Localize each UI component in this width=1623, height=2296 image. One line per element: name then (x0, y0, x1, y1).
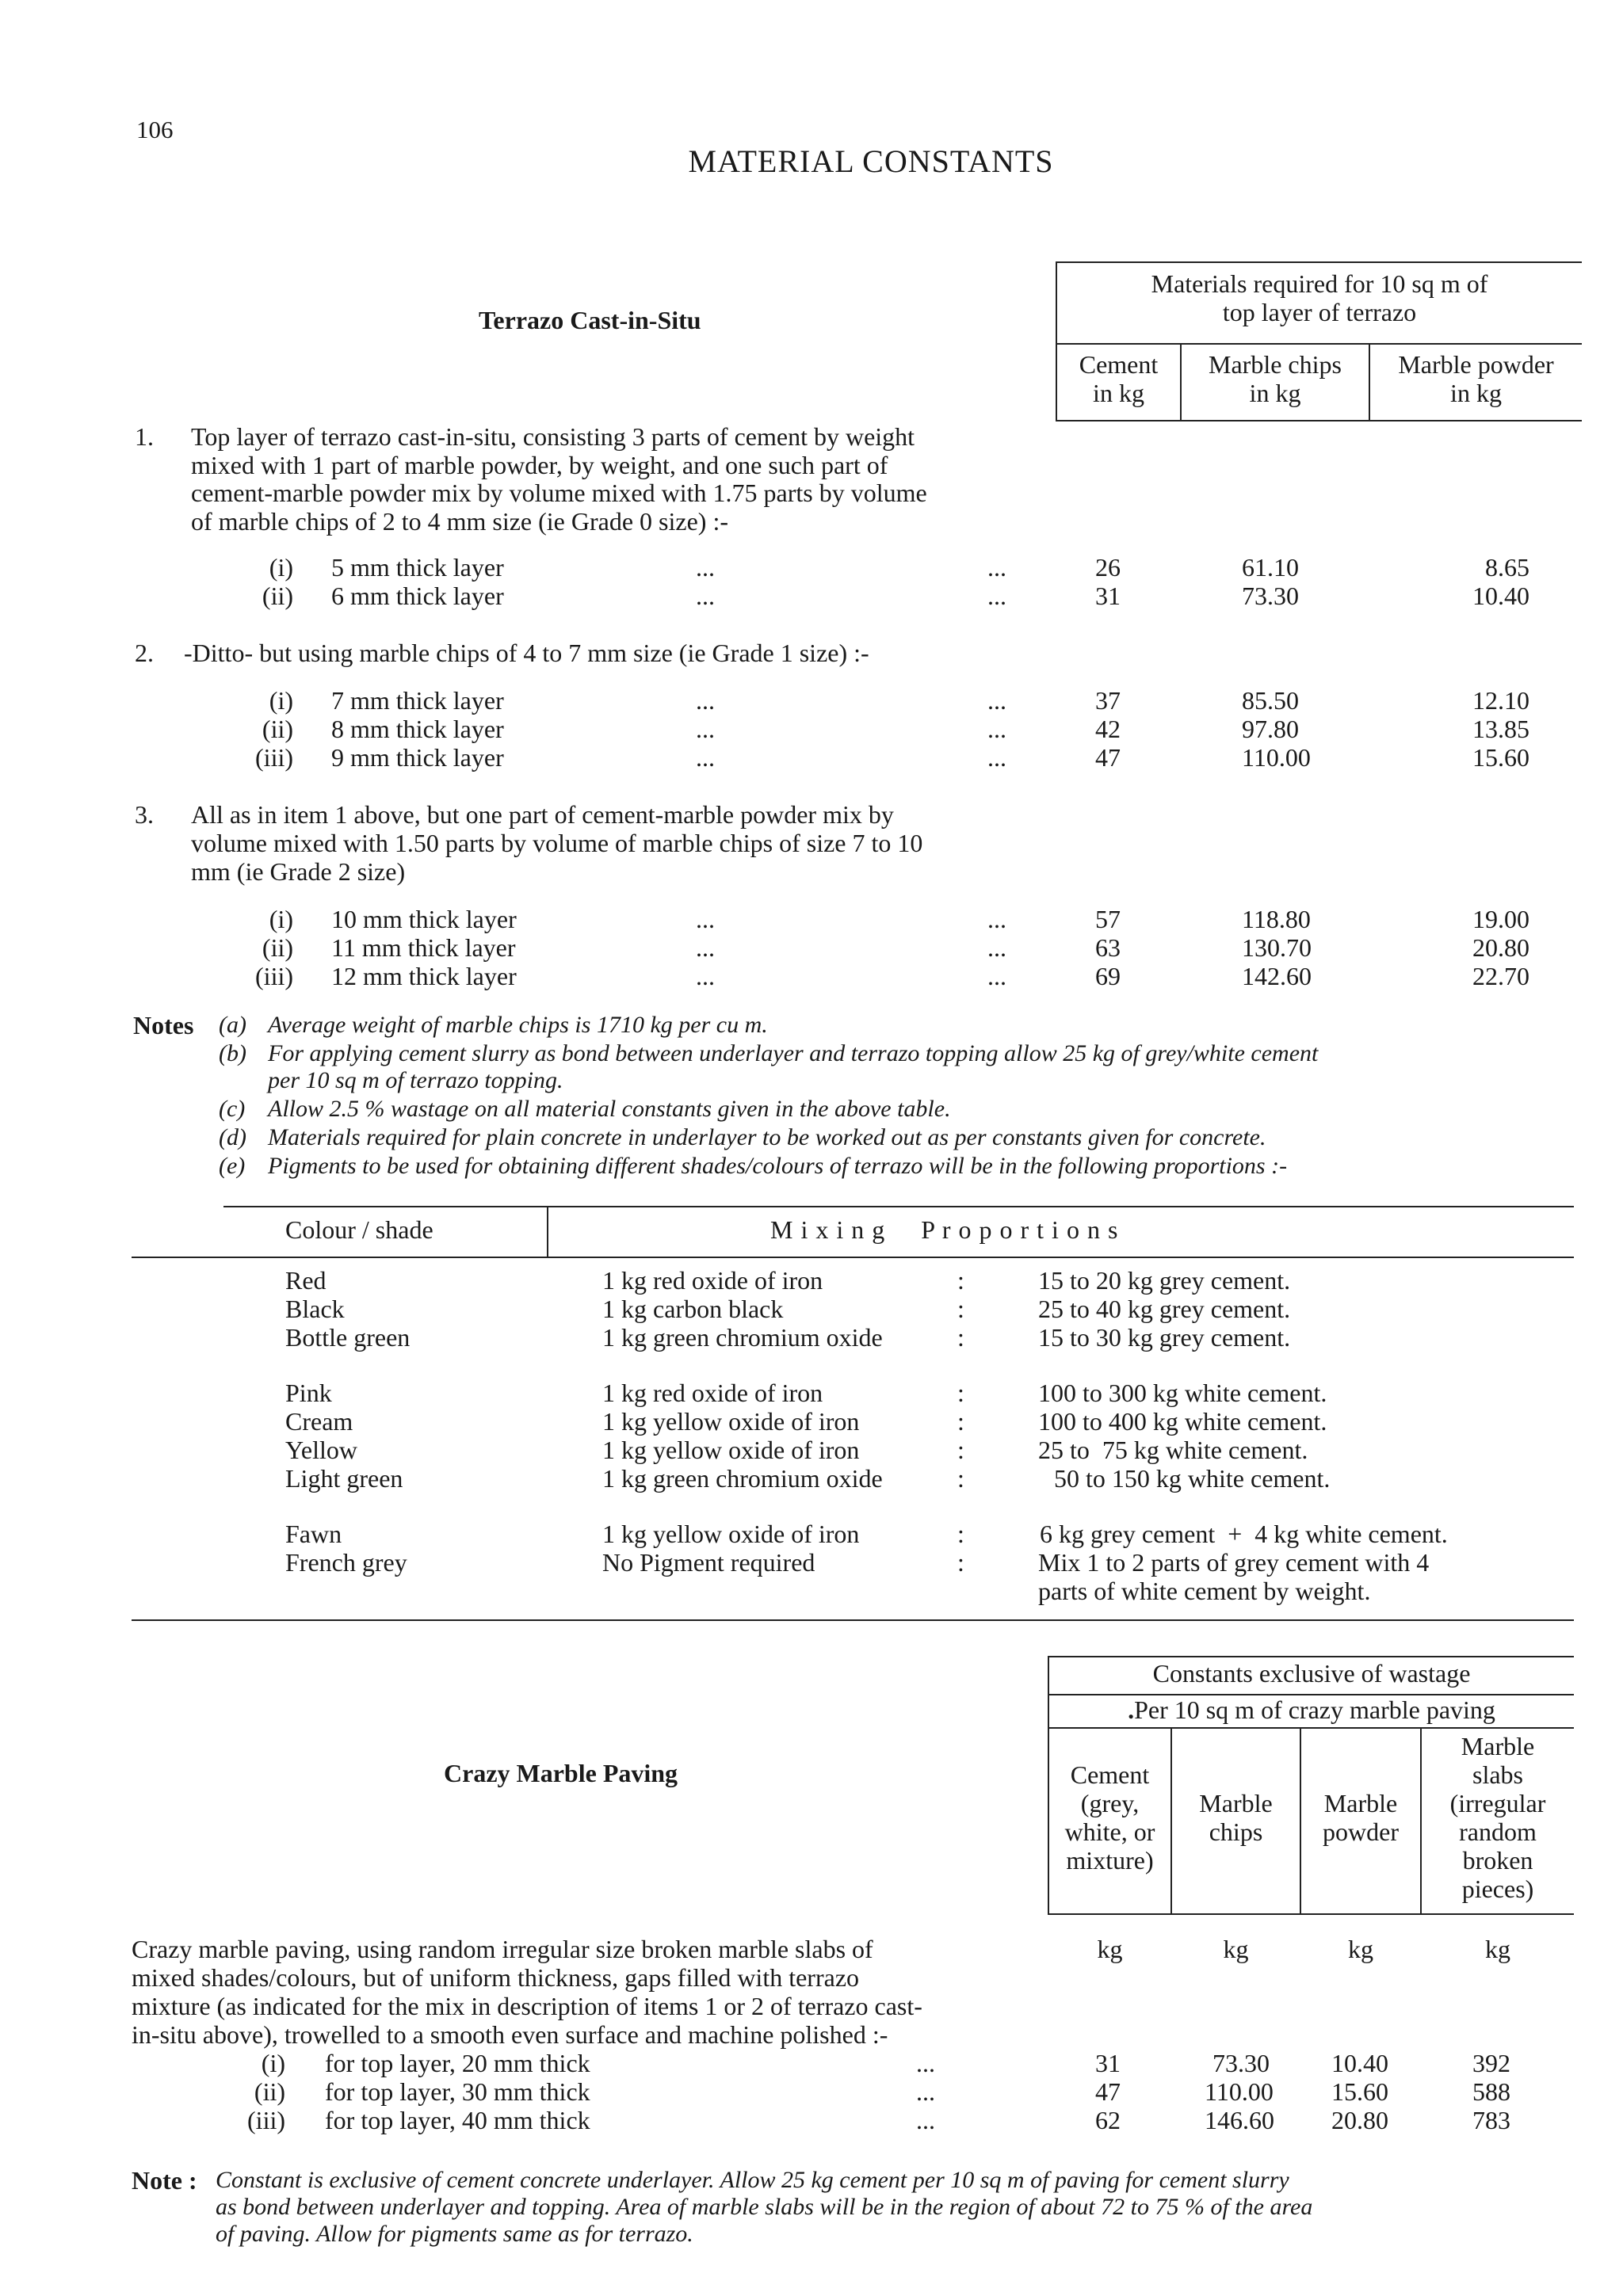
item-number: 2. (135, 639, 154, 667)
leader-dots: ... (696, 962, 715, 990)
table-row (0, 1548, 1623, 1577)
pigment: 1 kg green chromium oxide (602, 1464, 883, 1493)
table-row (0, 1379, 1623, 1407)
crazy-units-row (0, 1935, 1623, 1963)
note-text: as bond between underlayer and topping. Area of marble slabs will be in the region of about 72 to 75 % of the area (216, 2194, 1313, 2220)
proportion: 50 to 150 kg white cement. (1054, 1464, 1331, 1493)
table-row (0, 2106, 1623, 2134)
colour-name: Light green (285, 1464, 403, 1493)
table-row (0, 1577, 1623, 1605)
bullet-dot: . (1128, 1695, 1135, 1724)
item-number: 3. (135, 800, 154, 829)
cement-value: 31 (1095, 582, 1121, 610)
colour-header: Colour / shade (285, 1215, 433, 1244)
cement-value: 63 (1095, 933, 1121, 962)
powder-value: 10.40 (1331, 2049, 1388, 2077)
note-text: Constant is exclusive of cement concrete underlayer. Allow 25 kg cement per 10 sq m of paving for cement slurry (216, 2167, 1289, 2193)
table-row (0, 1520, 1623, 1548)
row-index: (iii) (255, 743, 293, 772)
unit-chips: kg (1223, 1935, 1249, 1963)
colour-name: Fawn (285, 1520, 342, 1548)
powder-value: 20.80 (1472, 933, 1529, 962)
table-row (0, 715, 1623, 743)
item-text-line: Top layer of terrazo cast-in-situ, consisting 3 parts of cement by weight (191, 422, 915, 451)
table-row (0, 905, 1623, 933)
leader-dots: ... (696, 743, 715, 772)
powder-value: 12.10 (1472, 686, 1529, 715)
table-row (0, 1436, 1623, 1464)
col-powder-unit: in kg (1450, 379, 1502, 407)
crazy-col-powder (1301, 1789, 1420, 1846)
colour-name: Red (285, 1266, 327, 1295)
leader-dots: ... (987, 905, 1006, 933)
col-cement-unit: in kg (1093, 379, 1144, 407)
note-text: Pigments to be used for obtaining different shades/colours of terrazo will be in the following proportions :- (268, 1153, 1288, 1179)
unit-powder: kg (1348, 1935, 1373, 1963)
separator: : (957, 1548, 964, 1577)
desc-line: Crazy marble paving, using random irregular size broken marble slabs of (132, 1935, 873, 1963)
row-index: (ii) (262, 715, 293, 743)
note-text: Allow 2.5 % wastage on all material constants given in the above table. (268, 1096, 951, 1122)
separator: : (957, 1379, 964, 1407)
powder-value: 19.00 (1472, 905, 1529, 933)
row-label: for top layer, 40 mm thick (325, 2106, 590, 2134)
header-line: random (1459, 1817, 1537, 1846)
row-label: 10 mm thick layer (331, 905, 517, 933)
slabs-value: 392 (1472, 2049, 1510, 2077)
note-text: of paving. Allow for pigments same as for terrazo. (216, 2221, 693, 2247)
cement-value: 47 (1095, 743, 1121, 772)
chips-value: 73.30 (1212, 2049, 1270, 2077)
row-label: 11 mm thick layer (331, 933, 516, 962)
terrazo-group-header-line2: top layer of terrazo (1222, 298, 1417, 326)
table-row (0, 933, 1623, 962)
pigment: 1 kg red oxide of iron (602, 1266, 823, 1295)
page-title: MATERIAL CONSTANTS (688, 143, 1054, 179)
row-index: (i) (269, 553, 293, 582)
chips-value: 110.00 (1242, 743, 1311, 772)
row-index: (i) (269, 686, 293, 715)
crazy-group-header-2-text: Per 10 sq m of crazy marble paving (1134, 1695, 1495, 1724)
note-text: per 10 sq m of terrazo topping. (268, 1067, 563, 1093)
table-row (0, 2049, 1623, 2077)
note-text: Average weight of marble chips is 1710 kg per cu m. (268, 1012, 768, 1038)
pigment: 1 kg yellow oxide of iron (602, 1436, 860, 1464)
cement-value: 42 (1095, 715, 1121, 743)
terrazo-section-title: Terrazo Cast-in-Situ (479, 306, 701, 334)
colour-name: Pink (285, 1379, 332, 1407)
separator: : (957, 1295, 964, 1323)
chips-value: 110.00 (1205, 2077, 1274, 2106)
proportion: 100 to 400 kg white cement. (1038, 1407, 1327, 1436)
powder-value: 15.60 (1472, 743, 1529, 772)
proportion: 100 to 300 kg white cement. (1038, 1379, 1327, 1407)
row-label: for top layer, 20 mm thick (325, 2049, 590, 2077)
chips-value: 146.60 (1205, 2106, 1274, 2134)
powder-value: 15.60 (1331, 2077, 1388, 2106)
row-index: (iii) (247, 2106, 285, 2134)
header-line: (irregular (1449, 1789, 1546, 1817)
header-line: powder (1323, 1817, 1399, 1846)
separator: : (957, 1520, 964, 1548)
item-text-line: mm (ie Grade 2 size) (191, 857, 406, 886)
leader-dots: ... (987, 715, 1006, 743)
pigment: 1 kg yellow oxide of iron (602, 1407, 860, 1436)
row-index: (iii) (255, 962, 293, 990)
col-chips-unit: in kg (1249, 379, 1301, 407)
unit-cement: kg (1097, 1935, 1123, 1963)
cement-value: 26 (1095, 553, 1121, 582)
table-row (0, 1266, 1623, 1295)
item-text-line: volume mixed with 1.50 parts by volume of marble chips of size 7 to 10 (191, 829, 923, 857)
item-number: 1. (135, 422, 154, 451)
slabs-value: 588 (1472, 2077, 1510, 2106)
leader-dots: ... (987, 553, 1006, 582)
item-text-line: of marble chips of 2 to 4 mm size (ie Grade 0 size) :- (191, 507, 728, 536)
note-label: Note : (132, 2166, 197, 2195)
leader-dots: ... (696, 933, 715, 962)
separator: : (957, 1266, 964, 1295)
row-index: (i) (269, 905, 293, 933)
header-line: Marble (1323, 1789, 1398, 1817)
colour-name: Cream (285, 1407, 353, 1436)
header-line: slabs (1472, 1760, 1523, 1789)
leader-dots: ... (987, 743, 1006, 772)
table-row (0, 1323, 1623, 1352)
item-text-line: cement-marble powder mix by volume mixed with 1.75 parts by volume (191, 479, 927, 507)
note-mark: (b) (219, 1040, 246, 1066)
pigment: No Pigment required (602, 1548, 815, 1577)
crazy-col-chips (1172, 1789, 1300, 1846)
leader-dots: ... (696, 905, 715, 933)
col-chips-header: Marble chips (1209, 350, 1342, 379)
powder-value: 13.85 (1472, 715, 1529, 743)
crazy-col-cement (1049, 1760, 1170, 1875)
chips-value: 118.80 (1242, 905, 1311, 933)
table-row (0, 2077, 1623, 2106)
chips-value: 85.50 (1242, 686, 1299, 715)
note-text: Materials required for plain concrete in underlayer to be worked out as per constants given for concrete. (268, 1124, 1266, 1150)
table-row (0, 553, 1623, 582)
table-row (0, 1407, 1623, 1436)
leader-dots: ... (696, 582, 715, 610)
separator: : (957, 1436, 964, 1464)
table-row (0, 743, 1623, 772)
leader-dots: ... (696, 553, 715, 582)
separator: : (957, 1464, 964, 1493)
item-text-line: -Ditto- but using marble chips of 4 to 7 mm size (ie Grade 1 size) :- (184, 639, 869, 667)
cement-value: 62 (1095, 2106, 1121, 2134)
col-powder-header: Marble powder (1398, 350, 1554, 379)
pigment: 1 kg carbon black (602, 1295, 784, 1323)
header-line: broken (1462, 1846, 1533, 1875)
cement-value: 37 (1095, 686, 1121, 715)
col-cement-header: Cement (1079, 350, 1159, 379)
chips-value: 130.70 (1242, 933, 1312, 962)
colour-name: Black (285, 1295, 345, 1323)
leader-dots: ... (987, 686, 1006, 715)
chips-value: 142.60 (1242, 962, 1312, 990)
row-label: 8 mm thick layer (331, 715, 504, 743)
proportion: 15 to 20 kg grey cement. (1038, 1266, 1291, 1295)
header-line: Marble (1199, 1789, 1273, 1817)
header-line: pieces) (1461, 1875, 1534, 1903)
desc-line: mixture (as indicated for the mix in description of items 1 or 2 of terrazo cast- (132, 1992, 922, 2020)
row-index: (ii) (254, 2077, 285, 2106)
proportion: Mix 1 to 2 parts of grey cement with 4 (1038, 1548, 1430, 1577)
cement-value: 31 (1095, 2049, 1121, 2077)
header-line: mixture) (1066, 1846, 1154, 1875)
powder-value: 8.65 (1485, 553, 1529, 582)
header-line: white, or (1064, 1817, 1155, 1846)
proportion: 6 kg grey cement + 4 kg white cement. (1040, 1520, 1448, 1548)
powder-value: 10.40 (1472, 582, 1529, 610)
crazy-col-slabs (1422, 1732, 1574, 1903)
table-row (0, 1464, 1623, 1493)
note-mark: (e) (219, 1153, 246, 1179)
leader-dots: ... (916, 2106, 935, 2134)
row-label: 9 mm thick layer (331, 743, 504, 772)
leader-dots: ... (696, 686, 715, 715)
item-text-line: mixed with 1 part of marble powder, by weight, and one such part of (191, 451, 888, 479)
row-label: 12 mm thick layer (331, 962, 517, 990)
leader-dots: ... (987, 933, 1006, 962)
cement-value: 47 (1095, 2077, 1121, 2106)
table-row (0, 686, 1623, 715)
slabs-value: 783 (1472, 2106, 1510, 2134)
row-index: (ii) (262, 933, 293, 962)
colour-name: Bottle green (285, 1323, 411, 1352)
row-index: (i) (261, 2049, 285, 2077)
header-line: chips (1209, 1817, 1263, 1846)
leader-dots: ... (987, 582, 1006, 610)
pigment: 1 kg red oxide of iron (602, 1379, 823, 1407)
powder-value: 22.70 (1472, 962, 1529, 990)
note-mark: (d) (219, 1124, 246, 1150)
proportion: 15 to 30 kg grey cement. (1038, 1323, 1291, 1352)
colour-name: Yellow (285, 1436, 357, 1464)
row-label: for top layer, 30 mm thick (325, 2077, 590, 2106)
terrazo-group-header-line1: Materials required for 10 sq m of (1151, 269, 1488, 298)
row-label: 7 mm thick layer (331, 686, 504, 715)
chips-value: 97.80 (1242, 715, 1299, 743)
row-index: (ii) (262, 582, 293, 610)
note-mark: (a) (219, 1012, 246, 1038)
page-number: 106 (136, 116, 174, 143)
note-text: For applying cement slurry as bond between underlayer and terrazo topping allow 25 kg of grey/white cement (268, 1040, 1319, 1066)
colour-name: French grey (285, 1548, 407, 1577)
note-mark: (c) (219, 1096, 246, 1122)
proportion: 25 to 75 kg white cement. (1038, 1436, 1308, 1464)
separator: : (957, 1323, 964, 1352)
chips-value: 73.30 (1242, 582, 1299, 610)
proportion: 25 to 40 kg grey cement. (1038, 1295, 1291, 1323)
cement-value: 69 (1095, 962, 1121, 990)
header-line: Cement (1070, 1760, 1150, 1789)
proportion: parts of white cement by weight. (1038, 1577, 1371, 1605)
leader-dots: ... (916, 2077, 935, 2106)
crazy-group-header-2 (1049, 1695, 1574, 1724)
cement-value: 57 (1095, 905, 1121, 933)
unit-slabs: kg (1485, 1935, 1510, 1963)
leader-dots: ... (987, 962, 1006, 990)
crazy-section-title: Crazy Marble Paving (444, 1759, 678, 1787)
row-label: 6 mm thick layer (331, 582, 504, 610)
leader-dots: ... (916, 2049, 935, 2077)
table-row (0, 582, 1623, 610)
header-line: (grey, (1080, 1789, 1140, 1817)
crazy-group-header-1: Constants exclusive of wastage (1152, 1659, 1471, 1688)
row-label: 5 mm thick layer (331, 553, 504, 582)
item-text-line: All as in item 1 above, but one part of cement-marble powder mix by (191, 800, 894, 829)
leader-dots: ... (696, 715, 715, 743)
powder-value: 20.80 (1331, 2106, 1388, 2134)
notes-label: Notes (133, 1011, 194, 1039)
chips-value: 61.10 (1242, 553, 1299, 582)
header-line: Marble (1461, 1732, 1535, 1760)
table-row (0, 1295, 1623, 1323)
mixing-header: M i x i n g P r o p o r t i o n s (770, 1215, 1119, 1244)
desc-line: in-situ above), trowelled to a smooth even surface and machine polished :- (132, 2020, 888, 2049)
desc-line: mixed shades/colours, but of uniform thickness, gaps filled with terrazo (132, 1963, 860, 1992)
separator: : (957, 1407, 964, 1436)
pigment: 1 kg green chromium oxide (602, 1323, 883, 1352)
pigment: 1 kg yellow oxide of iron (602, 1520, 860, 1548)
table-row (0, 962, 1623, 990)
